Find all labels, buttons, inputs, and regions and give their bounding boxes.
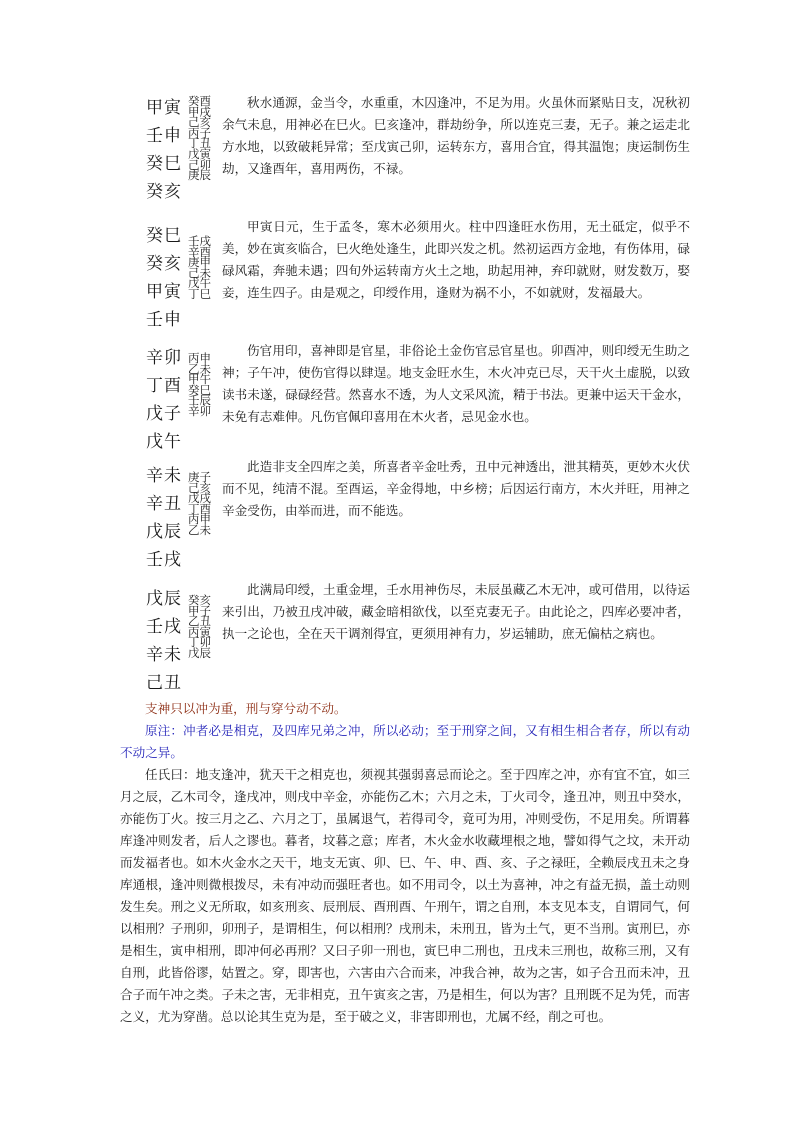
luck-pillar: 丙寅 bbox=[188, 624, 211, 639]
luck-pillar: 壬戌 bbox=[188, 234, 211, 248]
luck-pillar: 戊辰 bbox=[188, 645, 211, 660]
four-pillars bbox=[146, 222, 188, 334]
luck-pillar: 甲子 bbox=[188, 603, 211, 618]
luck-pillars bbox=[188, 595, 216, 659]
original-note: 原注：冲者必是相克，及四库兄弟之冲，所以必动；至于刑穿之间，又有相生相合者存，所以有动不动之异。 bbox=[120, 723, 690, 760]
luck-pillar: 庚子 bbox=[188, 470, 211, 484]
luck-pillar: 己未 bbox=[188, 265, 211, 280]
case-analysis: 秋水通源，金当令，水重重，木囚逢冲，不足为用。火虽休而紧贴日支，况秋初余气未息，用神必在巳火。巳亥逢冲，群劫纷争，所以连克三妻，无子。兼之运走北方水地，以致破耗异常；至戊寅己卯，运转东方，喜用合宜，得其温饱；庚运制伤生劫，又逢酉年，喜用两伤，不禄。 bbox=[222, 95, 690, 176]
luck-pillar: 丁酉 bbox=[188, 501, 211, 516]
luck-pillars bbox=[188, 96, 216, 181]
pillar-month: 辛丑 bbox=[146, 494, 182, 514]
pillar-day: 戊子 bbox=[146, 404, 182, 424]
luck-pillar: 辛卯 bbox=[188, 403, 211, 418]
case-analysis: 此满局印绶，土重金埋，壬水用神伤尽，未辰虽藏乙木无冲，或可借用，以待运来引出，乃被丑戌冲破，藏金暗相欲伐，以至克妻无子。由此论之，四库必要冲者，执一之论也，全在天干调剂得宜，更须用神有力，岁运辅助，庶无偏枯之病也。 bbox=[222, 582, 690, 641]
luck-pillar: 壬辰 bbox=[188, 393, 211, 408]
luck-pillar: 丁巳 bbox=[188, 286, 211, 301]
luck-pillar: 癸亥 bbox=[188, 593, 211, 607]
pillar-day: 戊辰 bbox=[146, 522, 182, 542]
luck-pillar: 己亥 bbox=[188, 115, 211, 130]
pillar-year: 戊辰 bbox=[146, 589, 182, 609]
pillar-year: 甲寅 bbox=[146, 98, 182, 118]
luck-pillars bbox=[188, 353, 216, 417]
pillar-month: 壬戌 bbox=[146, 617, 182, 637]
luck-pillar: 丙申 bbox=[188, 512, 211, 527]
pillar-day: 辛未 bbox=[146, 645, 182, 665]
luck-pillar: 戊午 bbox=[188, 276, 211, 291]
four-pillars bbox=[146, 585, 188, 697]
pillar-month: 丁酉 bbox=[146, 376, 182, 396]
four-pillars bbox=[146, 462, 188, 574]
case-analysis: 甲寅日元，生于孟冬，寒木必须用火。柱中四逢旺水伤用，无土砥定，似乎不美，妙在寅亥临合，巳火绝处逢生，此即兴发之机。然初运西方金地，有伤体用，碌碌风霜，奔驰未遇；四旬外运转南方火土之地，助起用神，弃印就财，财发数万，娶妾，连生四子。由是观之，印绶作用，逢财为祸不小，不如就财，发福最大。 bbox=[222, 219, 690, 300]
luck-pillars bbox=[188, 236, 216, 300]
luck-pillar: 丁丑 bbox=[188, 136, 211, 151]
luck-pillar: 甲午 bbox=[188, 372, 211, 387]
luck-pillar: 乙未 bbox=[188, 361, 211, 376]
luck-pillar: 辛酉 bbox=[188, 244, 211, 259]
luck-pillar: 乙未 bbox=[188, 522, 211, 537]
luck-pillar: 己亥 bbox=[188, 480, 211, 495]
pillar-day: 癸巳 bbox=[146, 154, 182, 174]
luck-pillar: 丙申 bbox=[188, 351, 211, 365]
pillar-month: 壬申 bbox=[146, 126, 182, 146]
luck-pillars bbox=[188, 472, 216, 536]
case-analysis: 此造非支全四库之美，所喜者辛金吐秀，丑中元神透出，泄其精英，更妙木火伏而不见，纯清不混。至酉运，辛金得地，中乡榜；后因运行南方，木火并旺，用神之辛金受伤，由举而进，而不能选。 bbox=[222, 459, 690, 518]
luck-pillar: 庚辰 bbox=[188, 168, 211, 183]
luck-pillar: 戊寅 bbox=[188, 146, 211, 161]
luck-pillar: 戊戌 bbox=[188, 491, 211, 506]
luck-pillar: 丁卯 bbox=[188, 635, 211, 650]
pillar-hour: 壬戌 bbox=[146, 550, 182, 570]
commentary-section bbox=[120, 698, 690, 1028]
luck-pillar: 己卯 bbox=[188, 157, 211, 172]
pillar-year: 辛未 bbox=[146, 466, 182, 486]
luck-pillar: 丙子 bbox=[188, 125, 211, 140]
case-analysis: 伤官用印，喜神即是官星，非俗论土金伤官忌官星也。卯酉冲，则印绶无生助之神；子午冲，使伤官得以肆逞。地支金旺水生，木火冲克已尽，天干火土虚脱，以致读书未遂，碌碌经营。然喜水不透，为人文采风流，精于书法。更兼中运天干金水，未免有志难伸。凡伤官佩印喜用在木火者，忌见金水也。 bbox=[222, 343, 690, 424]
pillar-year: 癸巳 bbox=[146, 226, 182, 246]
luck-pillar: 乙丑 bbox=[188, 614, 211, 629]
verse-line: 支神只以冲为重，刑与穿兮动不动。 bbox=[145, 701, 347, 716]
pillar-day: 甲寅 bbox=[146, 282, 182, 302]
four-pillars bbox=[146, 344, 188, 456]
luck-pillar: 癸巳 bbox=[188, 382, 211, 397]
pillar-month: 癸亥 bbox=[146, 254, 182, 274]
commentary-paragraph: 任氏曰：地支逢冲，犹天干之相克也，须视其强弱喜忌而论之。至于四库之冲，亦有宜不宜，如三月之辰，乙木司令，逢戌冲，则戌中辛金，亦能伤乙木；六月之未，丁火司令，逢丑冲，则丑中癸水，亦能伤丁火。按三月之乙、六月之丁，虽属退气，若得司令，竟可为用，冲则受伤，不足用矣。所谓暮库逢冲则发者，后人之谬也。暮者，坟暮之意；库者，木火金水收藏埋根之地，譬如得气之坟，未开动而发福者也。如木火金水之天干，地支无寅、卯、巳、午、申、酉、亥、子之禄旺，全赖辰戌丑未之身库通根，逢冲则微根拨尽，未有冲动而强旺者也。如不用司令，以土为喜神，冲之有益无损，盖土动则发生矣。刑之义无所取，如亥刑亥、辰刑辰、酉刑酉、午刑午，谓之自刑，本支见本支，自谓同气，何以相刑？子刑卯，卯刑子，是谓相生，何以相刑？戌刑未，未刑丑，皆为土气，更不当刑。寅刑巳，亦是相生，寅申相刑，即冲何必再刑？又曰子卯一刑也，寅巳申二刑也，丑戌未三刑也，故称三刑，又有自刑，此皆俗谬，姑置之。穿，即害也，六害由六合而来，冲我合神，故为之害，如子合丑而未冲，丑合子而午冲之类。子未之害，无非相克，丑午寅亥之害，乃是相生，何以为害？且刑既不足为凭，而害之义，尤为穿凿。总以论其生克为是，至于破之义，非害即刑也，尤属不经，削之可也。 bbox=[120, 767, 690, 1024]
luck-pillar: 癸酉 bbox=[188, 94, 211, 108]
pillar-hour: 壬申 bbox=[146, 310, 182, 330]
luck-pillar: 庚申 bbox=[188, 255, 211, 270]
luck-pillar: 甲戌 bbox=[188, 104, 211, 119]
pillar-year: 辛卯 bbox=[146, 348, 182, 368]
four-pillars bbox=[146, 94, 188, 206]
pillar-hour: 己丑 bbox=[146, 673, 182, 693]
pillar-hour: 癸亥 bbox=[146, 182, 182, 202]
pillar-hour: 戊午 bbox=[146, 432, 182, 452]
